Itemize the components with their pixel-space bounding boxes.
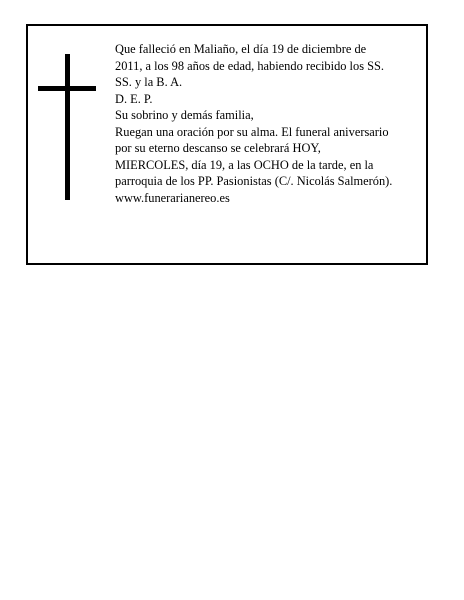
notice-line-rip: D. E. P. [115, 91, 153, 106]
notice-line-sacraments: SS. y la B. A. [115, 75, 183, 89]
notice-line-service: por su eterno descanso se celebrará HOY, [115, 141, 321, 155]
cross-horizontal-bar [38, 86, 96, 91]
notice-line-death-info: Que falleció en Maliaño, el día 19 de diciembre de [115, 42, 367, 56]
cross-vertical-bar [65, 54, 70, 200]
funeral-home-website: www.funerarianereo.es [115, 190, 230, 205]
funeral-notice [26, 24, 428, 265]
latin-cross-icon [38, 54, 96, 200]
notice-line-prayer: Ruegan una oración por su alma. El funeral aniversario [115, 124, 389, 139]
notice-line-death-info-cont: 2011, a los 98 años de edad, habiendo recibido los SS. [115, 58, 384, 73]
notice-text [115, 41, 415, 206]
notice-line-family: Su sobrino y demás familia, [115, 108, 254, 122]
notice-line-service-place: parroquia de los PP. Pasionistas (C/. Nicolás Salmerón). [115, 174, 393, 188]
notice-line-service-date: MIERCOLES, día 19, a las OCHO de la tarde, en la [115, 157, 374, 172]
